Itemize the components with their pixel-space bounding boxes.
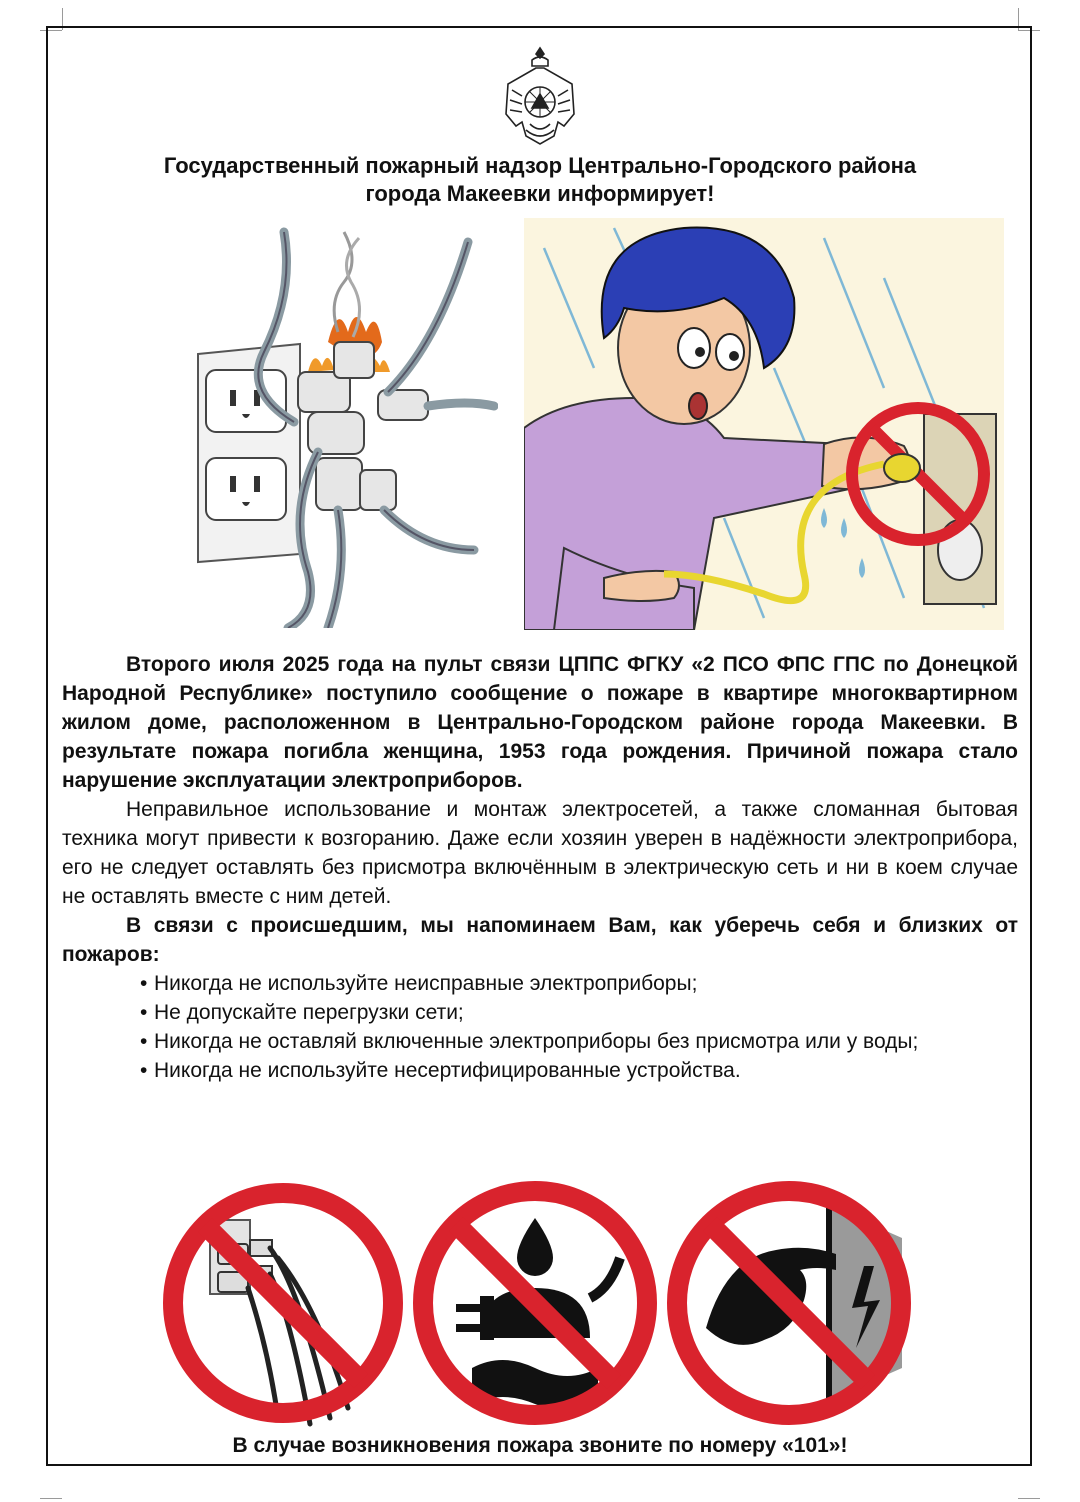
crop-mark [1018,1498,1040,1499]
overloaded-socket-illustration [188,222,498,628]
list-item: • Никогда не используйте несертифицированные устройства. [136,1056,1018,1085]
no-water-near-appliance-sign-icon [410,1178,660,1428]
title-line-2: города Макеевки информирует! [365,181,715,206]
list-item: • Не допускайте перегрузки сети; [136,998,1018,1027]
title-line-1: Государственный пожарный надзор Центрально-Городского района [163,153,917,178]
incident-paragraph: Второго июля 2025 года на пульт связи ЦППС ФГКУ «2 ПСО ФПС ГПС по Донецкой Народной Республике» поступило сообщение о пожаре в квартире многоквартирном жилом доме, расположенном в Центрально-Городском районе города Макеевки. В результате пожара погибла женщина, 1953 года рождения. Причиной пожара стало нарушение эксплуатации электроприборов. [62,653,1018,792]
list-item: • Никогда не оставляй включенные электроприборы без присмотра или у воды; [136,1027,1018,1056]
emergency-call-notice: В случае возникновения пожара звоните по номеру «101»! [232,1434,848,1457]
explanation-paragraph: Неправильное использование и монтаж электросетей, а также сломанная бытовая техника могут привести к возгоранию. Даже если хозяин уверен в надёжности электроприбора, его не следует оставлять без присмотра включённым в электрическую сеть и ни в коем случае не оставлять вместе с ним детей. [62,798,1018,908]
crop-mark [40,1498,62,1499]
page-title [80,152,1000,208]
boy-wet-hands-plug-illustration [524,218,1004,630]
do-not-touch-electrical-sign-icon [664,1178,914,1428]
main-content [62,650,1018,1085]
tips-list [62,969,1018,1085]
mchs-emblem-icon [502,44,578,148]
list-item: • Никогда не используйте неисправные электроприборы; [136,969,1018,998]
no-overload-sign-icon [158,1178,408,1428]
reminder-paragraph: В связи с происшедшим, мы напоминаем Вам, как уберечь себя и близких от пожаров: [62,914,1018,966]
